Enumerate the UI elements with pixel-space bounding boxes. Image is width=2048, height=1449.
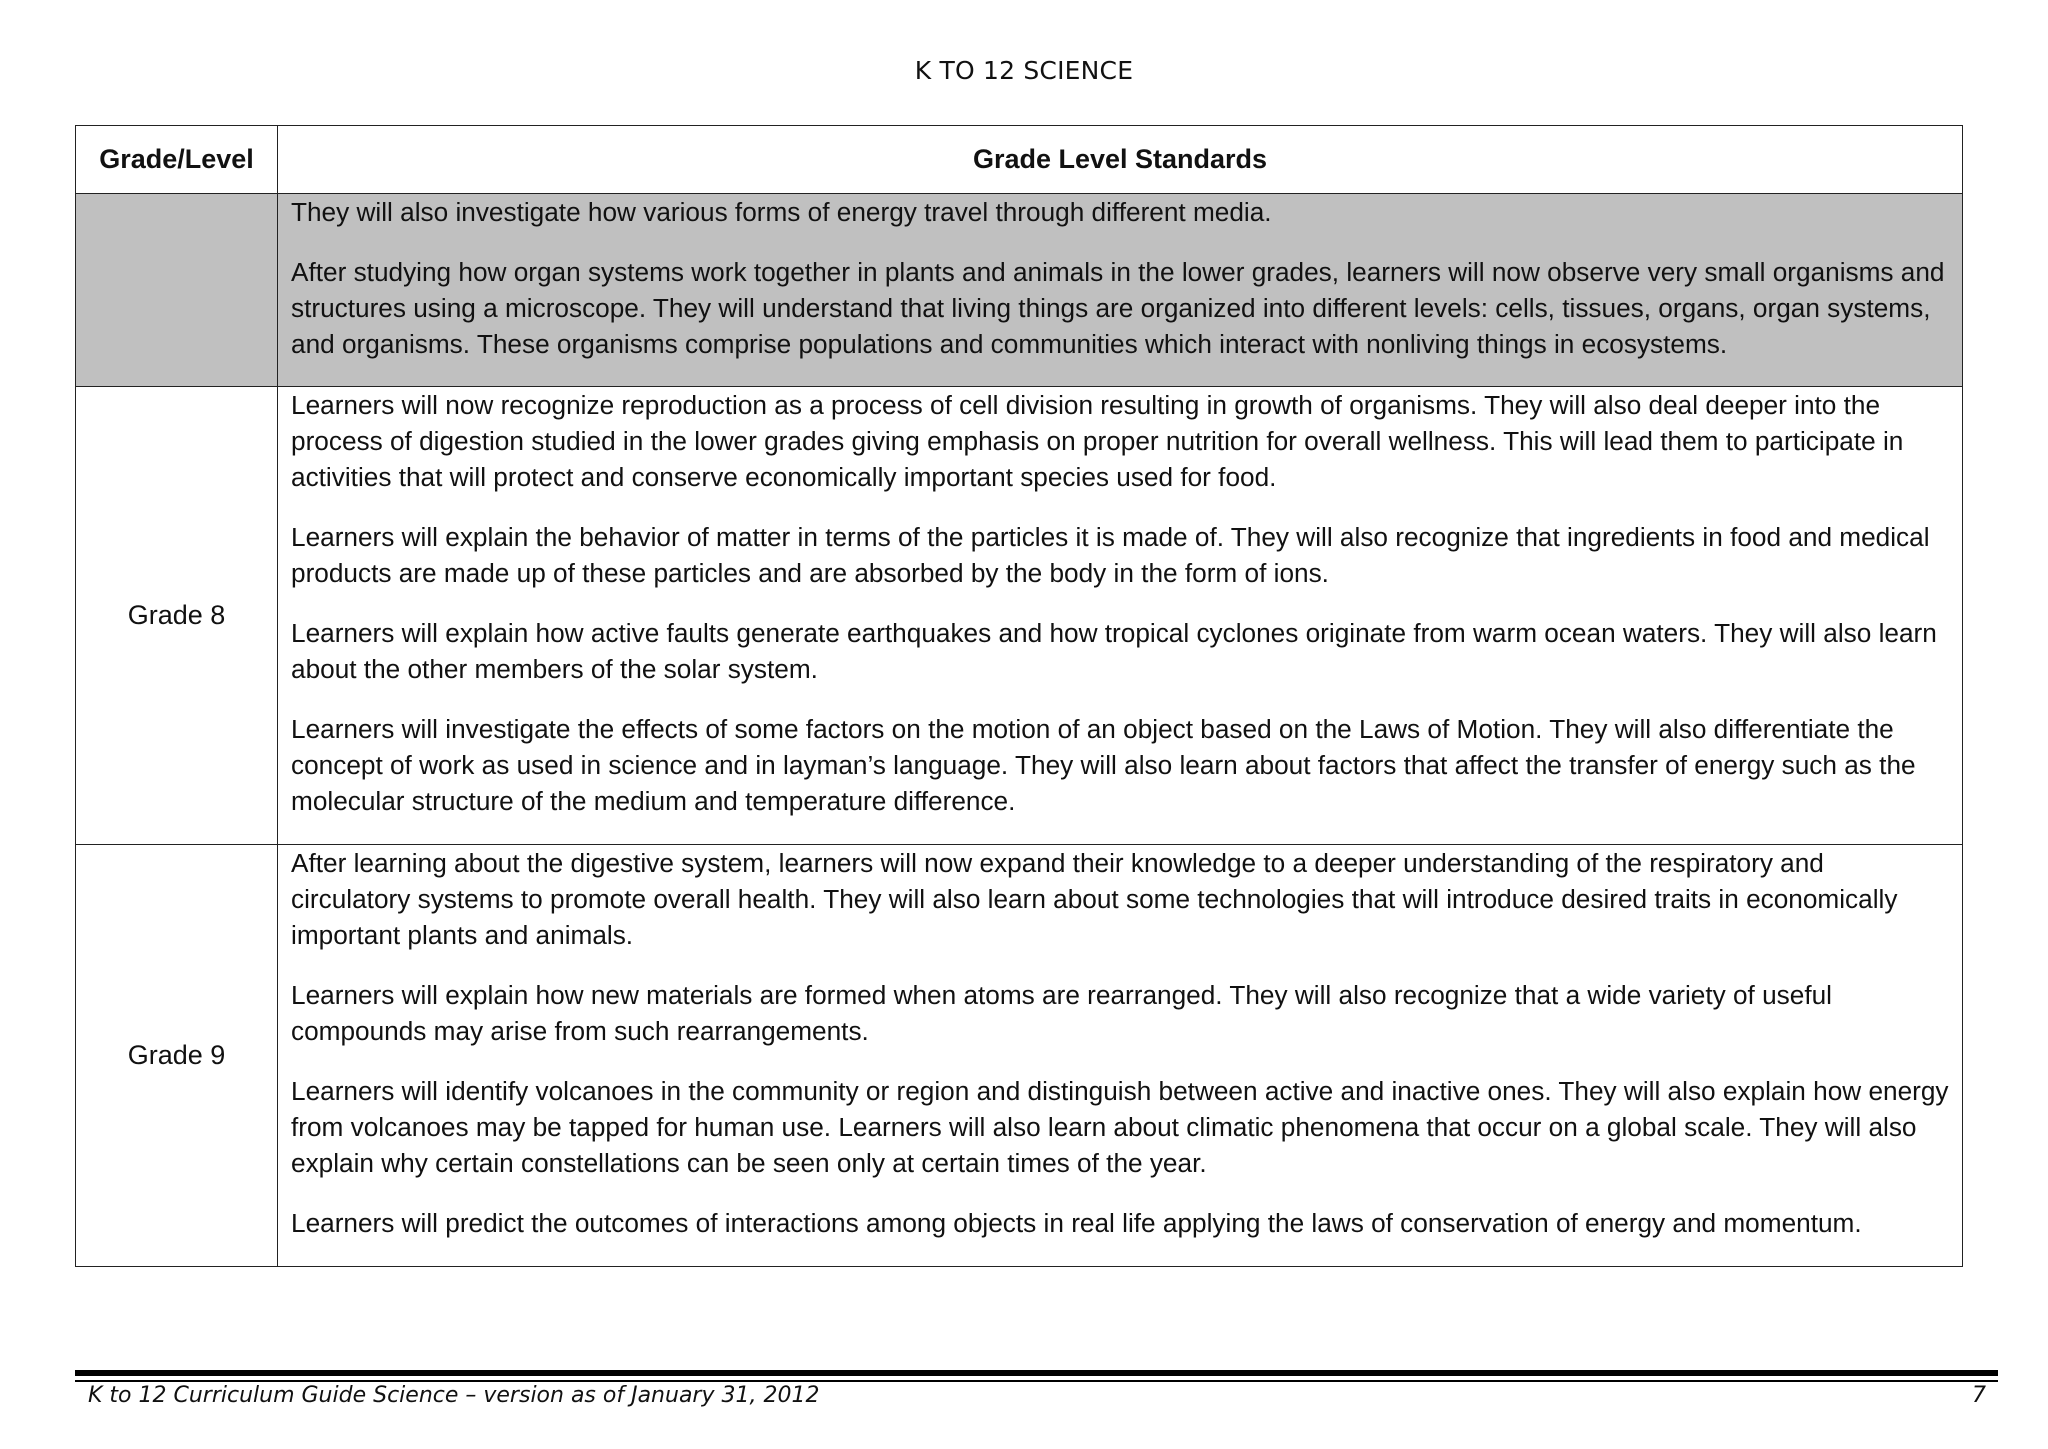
page-header-title: K TO 12 SCIENCE [914,56,1134,85]
standards-paragraph: They will also investigate how various forms of energy travel through different media. [291,197,1272,227]
grade-cell: Grade 9 [76,845,278,1267]
standards-paragraph: Learners will predict the outcomes of interactions among objects in real life applying the laws of conservation of energy and momentum. [291,1208,1862,1238]
standards-paragraph: Learners will now recognize reproduction as a process of cell division resulting in growth of organisms. They will also deal deeper into the process of digestion studied in the lower grades giving emphasis on proper nutrition for overall wellness. This will lead them to participate in activities that will protect and conserve economically important species used for food. [291,390,1904,492]
column-header-grade-level: Grade/Level [76,126,278,194]
column-header-grade-level-standards: Grade Level Standards [278,126,1963,194]
footer-divider-thick [75,1370,1998,1376]
standards-cell [278,194,1963,387]
grade-cell: Grade 8 [76,387,278,845]
standards-paragraph: Learners will explain the behavior of matter in terms of the particles it is made of. They will also recognize that ingredients in food and medical products are made up of these particles and are absorbed by the body in the form of ions. [291,522,1930,588]
standards-paragraph: Learners will identify volcanoes in the community or region and distinguish between active and inactive ones. They will also explain how energy from volcanoes may be tapped for human use. Learners will also learn about climatic phenomena that occur on a global scale. They will also explain why certain constellations can be seen only at certain times of the year. [291,1076,1949,1178]
standards-paragraph: After learning about the digestive system, learners will now expand their knowledge to a deeper understanding of the respiratory and circulatory systems to promote overall health. They will also learn about some technologies that will introduce desired traits in economically important plants and animals. [291,848,1898,950]
table-header-row [76,126,1963,194]
table-row [76,845,1963,1267]
standards-cell [278,845,1963,1267]
table-row [76,194,1963,387]
standards-paragraph: Learners will explain how active faults generate earthquakes and how tropical cyclones originate from warm ocean waters. They will also learn about the other members of the solar system. [291,618,1937,684]
standards-paragraph: Learners will investigate the effects of some factors on the motion of an object based on the Laws of Motion. They will also differentiate the concept of work as used in science and in layman’s language. They will also learn about factors that affect the transfer of energy such as the molecular structure of the medium and temperature difference. [291,714,1916,816]
table-row [76,387,1963,845]
grade-standards-table [75,125,1963,1267]
standards-cell [278,387,1963,845]
footer-page-number: 7 [1972,1383,1986,1408]
footer-document-version: K to 12 Curriculum Guide Science – version as of January 31, 2012 [88,1383,820,1408]
footer-divider-thin [75,1380,1998,1382]
grade-cell [76,194,278,387]
standards-paragraph: Learners will explain how new materials are formed when atoms are rearranged. They will also recognize that a wide variety of useful compounds may arise from such rearrangements. [291,980,1832,1046]
standards-paragraph: After studying how organ systems work together in plants and animals in the lower grades, learners will now observe very small organisms and structures using a microscope. They will understand that living things are organized into different levels: cells, tissues, organs, organ systems, and organisms. These organisms comprise populations and communities which interact with nonliving things in ecosystems. [291,257,1945,359]
